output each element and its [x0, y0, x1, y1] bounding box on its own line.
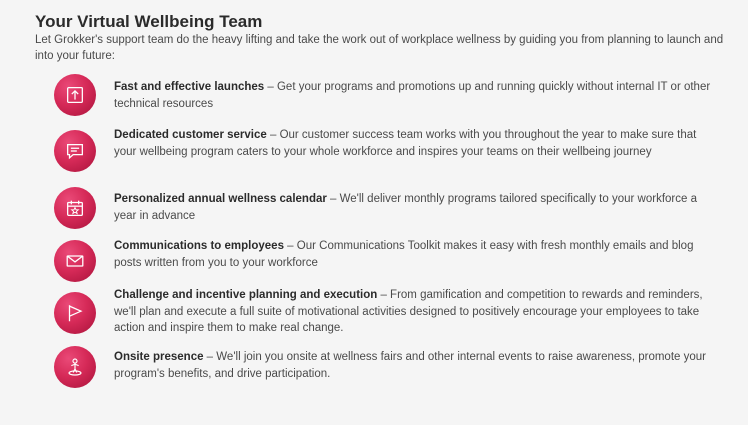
item-heading: Dedicated customer service: [114, 129, 267, 141]
item-heading: Fast and effective launches: [114, 81, 265, 93]
flag-icon: [54, 292, 96, 334]
page-title: Your Virtual Wellbeing Team: [35, 12, 263, 31]
item-heading: Communications to employees: [114, 240, 284, 252]
item-body: – Our customer success team works with you throughout the year to make sure that your wellbeing program caters to your whole workforce and inspires your teams on their wellbeing journey: [114, 129, 697, 158]
item-body: – Our Communications Toolkit makes it easy with fresh monthly emails and blog posts written from you to your workforce: [114, 240, 694, 269]
envelope-icon: [54, 240, 96, 282]
launch-icon: [54, 74, 96, 116]
item-body: – From gamification and competition to rewards and reminders, we'll plan and execute a full suite of motivational activities designed to positively encourage your employees to take action and inspire them to make real change.: [114, 289, 703, 334]
item-body: – We'll deliver monthly programs tailored specifically to your workforce a year in advance: [114, 193, 697, 222]
item-body: – Get your programs and promotions up and running quickly without internal IT or other technical resources: [114, 81, 711, 110]
item-heading: Personalized annual wellness calendar: [114, 193, 327, 205]
intro-text: Let Grokker's support team do the heavy lifting and take the work out of workplace wellness by guiding you from planning to launch and into your future:: [35, 34, 724, 62]
location-person-icon: [54, 346, 96, 388]
item-heading: Challenge and incentive planning and execution: [114, 289, 378, 301]
calendar-icon: [54, 187, 96, 229]
chat-icon: [54, 130, 96, 172]
item-heading: Onsite presence: [114, 351, 204, 363]
item-body: – We'll join you onsite at wellness fairs and other internal events to raise awareness, promote your program's benefits, and drive participation.: [114, 351, 706, 380]
